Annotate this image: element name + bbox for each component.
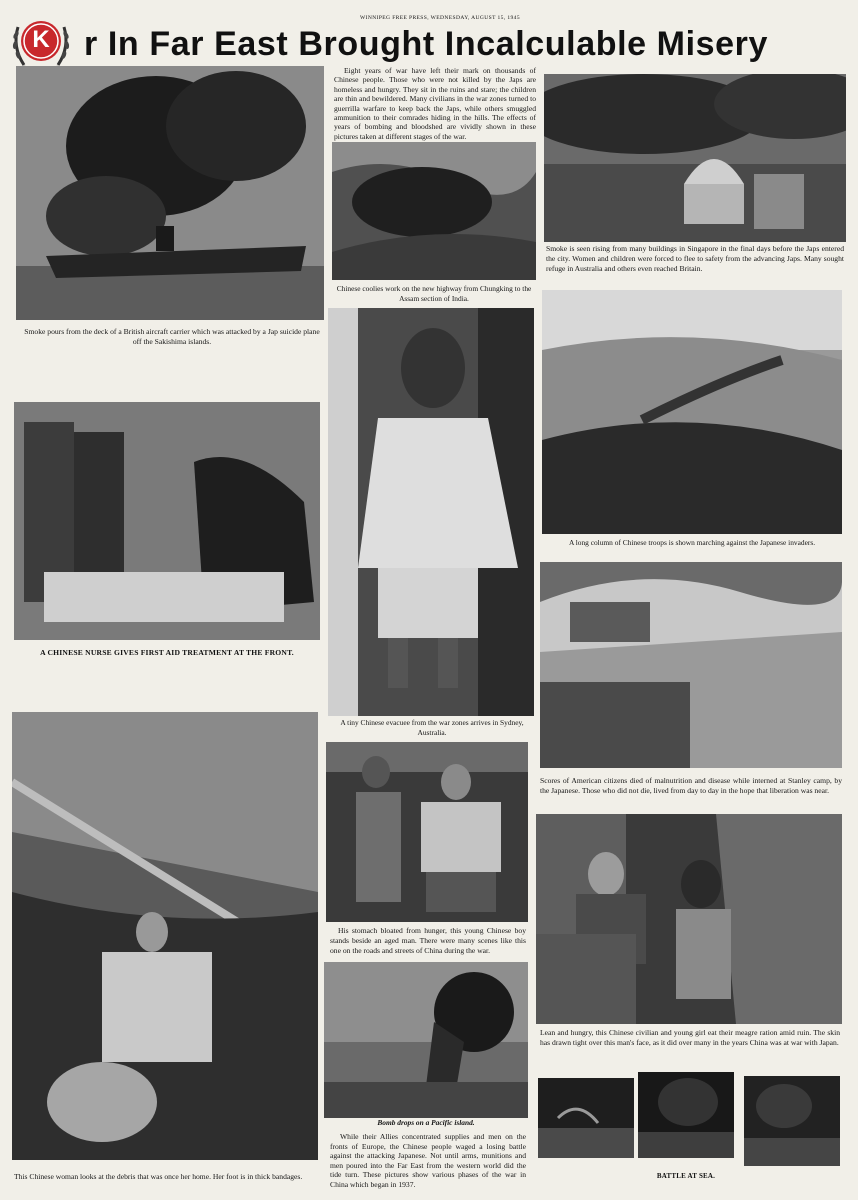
caption-bomb: Bomb drops on a Pacific island.	[377, 1118, 475, 1127]
troops-photo	[542, 290, 842, 534]
caption-woman: This Chinese woman looks at the debris that was once her home. Her foot is in thick bandages.	[14, 1172, 303, 1181]
caption-evacuee: A tiny Chinese evacuee from the war zones arrives in Sydney, Australia.	[340, 718, 524, 737]
caption-stanley: Scores of American citizens died of malnutrition and disease while interned at Stanley camp, by the Japanese. Those who did not die, lived from day to day in the hope that liberation was near.	[540, 776, 842, 795]
logo-letter: K	[32, 26, 50, 53]
headline: r In Far East Brought Incalculable Misery	[84, 25, 768, 63]
singapore-photo	[544, 74, 846, 242]
nurse-photo	[14, 402, 320, 640]
allies-text: While their Allies concentrated supplies and men on the fronts of Europe, the Chinese people waged a losing battle against the attacking Japanese. Not until arms, munitions and men poured into the Far East from the western world did the tide turn. These pictures show various phases of the war in China which began in 1937.	[330, 1132, 526, 1189]
caption-troops: A long column of Chinese troops is shown marching against the Japanese invaders.	[568, 538, 816, 547]
evacuee-photo	[328, 308, 534, 716]
battle-photo-1	[538, 1078, 634, 1158]
coolies-highway-photo	[332, 142, 536, 280]
lean-hungry-photo	[536, 814, 842, 1024]
caption-battle: BATTLE AT SEA.	[656, 1172, 716, 1180]
caption-boy: His stomach bloated from hunger, this young Chinese boy stands beside an aged man. There were many scenes like this one on the roads and streets of China during the war.	[330, 926, 526, 955]
caption-carrier: Smoke pours from the deck of a British aircraft carrier which was attacked by a Jap suicide plane off the Sakishima islands.	[24, 327, 320, 346]
battle-photo-2	[638, 1072, 734, 1158]
battle-photo-3	[744, 1076, 840, 1166]
caption-lean: Lean and hungry, this Chinese civilian and young girl eat their meagre ration amid ruin. The skin has drawn tight over this man's face, as it did over many in the years China was at war with Japan.	[540, 1028, 840, 1047]
hunger-boy-photo	[326, 742, 528, 922]
intro-text: Eight years of war have left their mark on thousands of Chinese people. Those who were not killed by the Japs are homeless and hungry. They sit in the ruins and stare; the children are thin and bewildered. Many civilians in the war zones turned to guerrilla warfare to keep back the Japs, while others smuggled ammunition to their comrades hiding in the hills. The effects of years of bombing and bloodshed are vividly shown in these pictures taken at different stages of the war.	[334, 66, 536, 141]
caption-nurse: A CHINESE NURSE GIVES FIRST AID TREATMENT AT THE FRONT.	[40, 648, 294, 657]
woman-debris-photo	[12, 712, 318, 1160]
stanley-camp-photo	[540, 562, 842, 768]
aircraft-carrier-photo	[16, 66, 324, 320]
caption-coolies: Chinese coolies work on the new highway from Chungking to the Assam section of India.	[336, 284, 532, 303]
bomb-photo	[324, 962, 528, 1118]
caption-singapore: Smoke is seen rising from many buildings in Singapore in the final days before the Japs entered the city. Women and children were forced to flee to safety from the advancing Japs. Many sought refuge in Australia and others even reached Britain.	[546, 244, 844, 273]
dateline: WINNIPEG FREE PRESS, WEDNESDAY, AUGUST 15, 1945	[360, 15, 520, 21]
